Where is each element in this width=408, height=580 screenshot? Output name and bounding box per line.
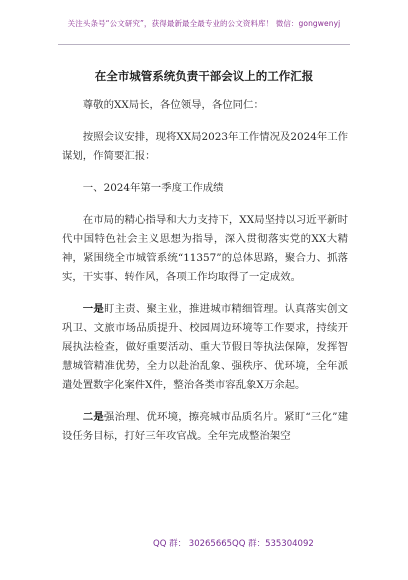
paragraph: 在市局的精心指导和大力支持下，XX局坚持以习近平新时代中国特色社会主义思想为指导，深入贯彻落实党的XX大精神，紧围绕全市城管系统“11357”的总体思路，聚合力、抓落实，干实事、转作风，各项工作均取得了一定成效。 xyxy=(62,214,348,283)
point-lead: 二是 xyxy=(82,411,104,423)
point-lead: 一是 xyxy=(82,303,105,315)
qq-group-right: QQ 群：535304092 xyxy=(232,539,314,549)
intro-paragraph: 按照会议安排，现将XX局2023年工作情况及2024年工作谋划，作简要汇报： xyxy=(62,131,348,162)
point-text: 盯主责、聚主业，推进城市精细管理。认真落实创文巩卫、文旅市场品质提升、校园周边环境等工作要求，持续开展执法检查，做好重要活动、重大节假日等执法保障，发挥智慧城管精准优势，全力以赴治乱象、强秩序、优环境，全年派遣处置数字化案件X件，整治各类市容乱象X万余起。 xyxy=(62,303,348,391)
paragraph xyxy=(62,300,348,395)
paragraph xyxy=(62,408,348,446)
document-body xyxy=(62,96,348,459)
document-title: 在全市城管系统负责干部会议上的工作汇报 xyxy=(94,69,314,83)
section-heading: 一、2024年第一季度工作成绩 xyxy=(82,182,224,194)
header-divider xyxy=(58,44,350,45)
point-text: 强治理、优环境，擦亮城市品质名片。紧盯“三化”建设任务目标，打好三年攻官战。全年完成整治架空 xyxy=(62,411,349,442)
header-banner: 关注头条号“公文研究”，获得最新最全最专业的公文资料库！ 微信：gongwenyj xyxy=(67,19,341,28)
greeting: 尊敬的XX局长，各位领导，各位同仁： xyxy=(82,99,264,111)
qq-group-left: QQ 群： 30265665 xyxy=(153,539,233,549)
